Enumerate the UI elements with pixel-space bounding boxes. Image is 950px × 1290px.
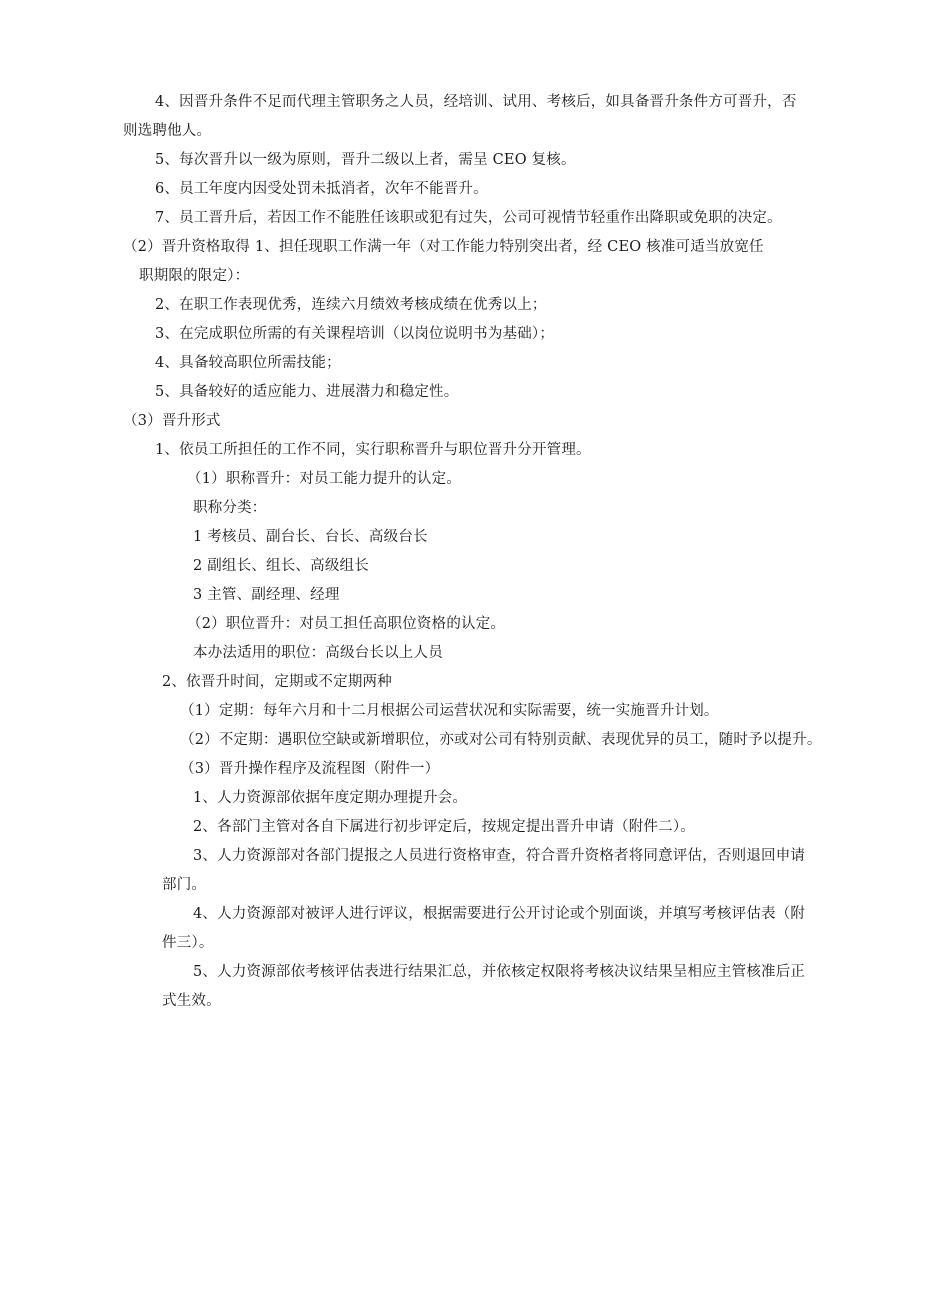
qualification-4: 4、具备较高职位所需技能； (155, 355, 341, 371)
title-category-3: 3 主管、副经理、经理 (193, 587, 340, 603)
qualification-2: 2、在职工作表现优秀，连续六月绩效考核成绩在优秀以上； (155, 297, 547, 313)
procedure-5-line-2: 式生效。 (162, 993, 221, 1009)
form-2-irregular: （2）不定期：遇职位空缺或新增职位，亦或对公司有特别贡献、表现优异的员工，随时予以提升。 (180, 732, 822, 748)
section-2-line-2: 职期限的限定）： (139, 268, 250, 284)
rule-6: 6、员工年度内因受处罚未抵消者，次年不能晋升。 (155, 181, 488, 197)
rule-4-line-1: 4、因晋升条件不足而代理主管职务之人员，经培训、试用、考核后，如具备晋升条件方可晋升，否 (155, 94, 797, 110)
title-category-label: 职称分类： (193, 500, 267, 516)
form-1-title-promotion: （1）职称晋升：对员工能力提升的认定。 (187, 471, 462, 487)
form-2-regular: （1）定期：每年六月和十二月根据公司运营状况和实际需要，统一实施晋升计划。 (180, 703, 719, 719)
rule-7: 7、员工晋升后，若因工作不能胜任该职或犯有过失，公司可视情节轻重作出降职或免职的决定。 (155, 210, 782, 226)
form-2: 2、依晋升时间，定期或不定期两种 (162, 674, 392, 690)
rule-5: 5、每次晋升以一级为原则，晋升二级以上者，需呈 CEO 复核。 (155, 152, 576, 168)
title-category-2: 2 副组长、组长、高级组长 (193, 558, 369, 574)
form-1: 1、依员工所担任的工作不同，实行职称晋升与职位晋升分开管理。 (155, 442, 591, 458)
procedure-4-line-2: 件三）。 (162, 935, 214, 951)
qualification-5: 5、具备较好的适应能力、进展潜力和稳定性。 (155, 384, 459, 400)
qualification-3: 3、在完成职位所需的有关课程培训（以岗位说明书为基础）； (155, 326, 555, 342)
procedure-3-line-1: 3、人力资源部对各部门提报之人员进行资格审查，符合晋升资格者将同意评估，否则退回申请 (193, 848, 806, 864)
form-2-procedure: （3）晋升操作程序及流程图（附件一） (180, 761, 440, 777)
procedure-4-line-1: 4、人力资源部对被评人进行评议，根据需要进行公开讨论或个别面谈，并填写考核评估表（附 (193, 906, 806, 922)
procedure-5-line-1: 5、人力资源部依考核评估表进行结果汇总，并依核定权限将考核决议结果呈相应主管核准后正 (193, 964, 806, 980)
title-category-1: 1 考核员、副台长、台长、高级台长 (193, 529, 428, 545)
section-3-heading: （3）晋升形式 (123, 413, 221, 429)
form-1-position-promotion: （2）职位晋升：对员工担任高职位资格的认定。 (187, 616, 506, 632)
procedure-2: 2、各部门主管对各自下属进行初步评定后，按规定提出晋升申请（附件二）。 (193, 819, 695, 835)
procedure-3-line-2: 部门。 (162, 877, 207, 893)
rule-4-line-2: 则选聘他人。 (123, 123, 212, 139)
applicable-positions: 本办法适用的职位：高级台长以上人员 (193, 645, 443, 661)
procedure-1: 1、人力资源部依据年度定期办理提升会。 (193, 790, 468, 806)
section-2-heading: （2）晋升资格取得 1、担任现职工作满一年（对工作能力特别突出者，经 CEO 核准可适当放宽任 (123, 239, 764, 255)
